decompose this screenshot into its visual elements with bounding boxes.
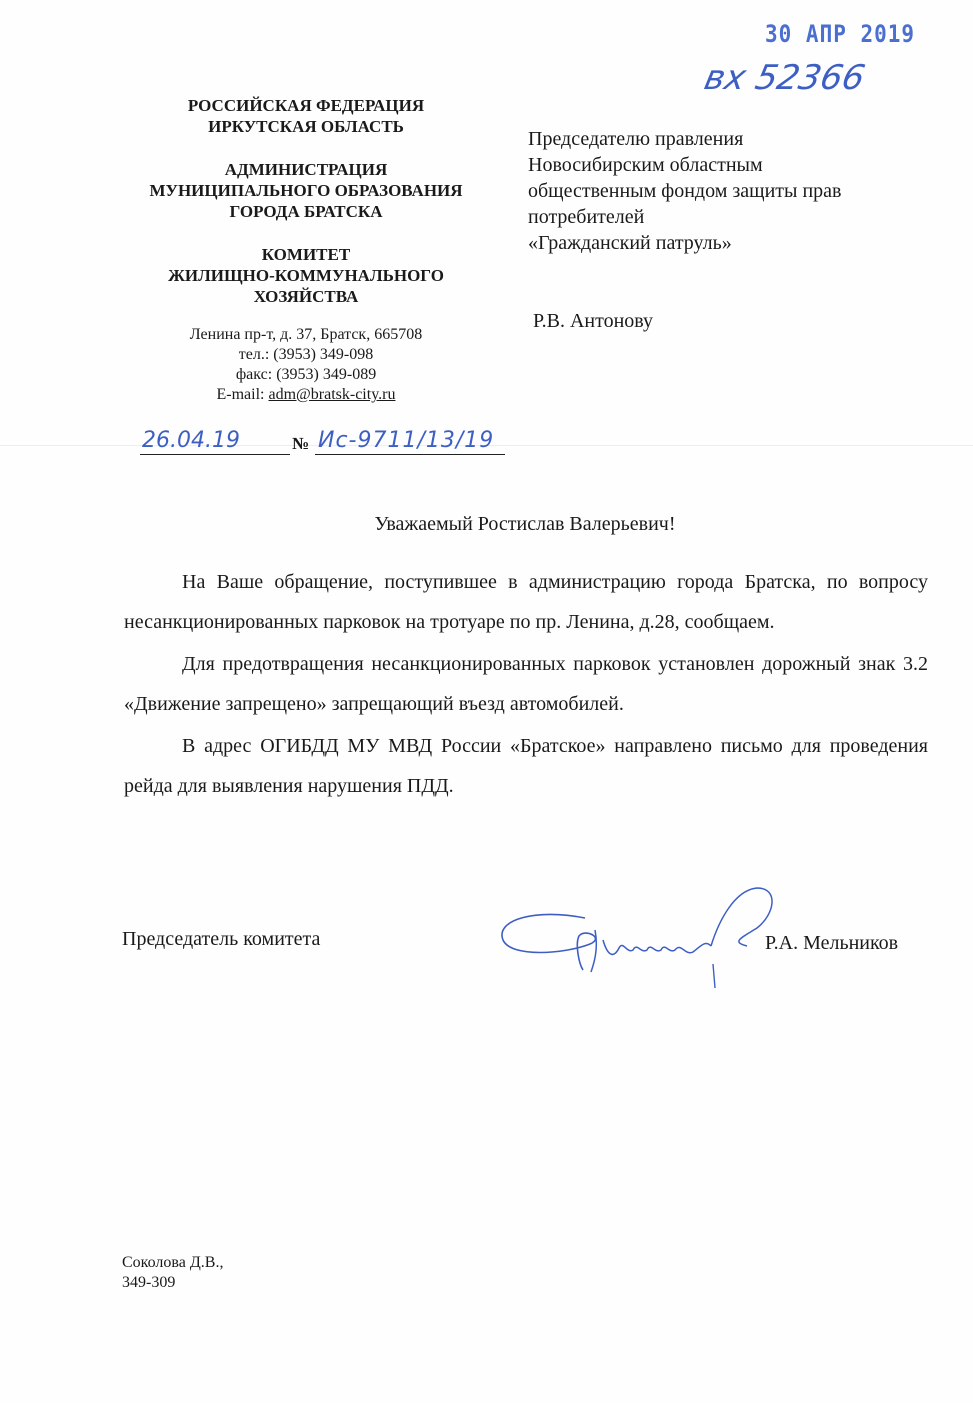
- addressee-line: общественным фондом защиты прав: [528, 180, 842, 202]
- letterhead-line: ХОЗЯЙСТВА: [253, 287, 359, 306]
- sender-address: Ленина пр-т, д. 37, Братск, 665708: [189, 326, 423, 343]
- letterhead-line: АДМИНИСТРАЦИЯ: [224, 160, 388, 179]
- letterhead-line: РОССИЙСКАЯ ФЕДЕРАЦИЯ: [187, 96, 425, 115]
- number-underline: [315, 454, 505, 455]
- addressee-line: потребителей: [528, 206, 645, 228]
- sender-fax: факс: (3953) 349-089: [235, 366, 377, 383]
- body-paragraph: Для предотвращения несанкционированных парковок установлен дорожный знак 3.2 «Движение запрещено» запрещающий въезд автомобилей.: [124, 653, 928, 715]
- sender-email-link[interactable]: adm@bratsk-city.ru: [268, 386, 396, 403]
- recipient-name: Р.В. Антонову: [533, 310, 654, 332]
- letter-body: [124, 562, 928, 808]
- addressee-line: Новосибирским областным: [528, 154, 763, 176]
- executor-phone: 349-309: [122, 1274, 176, 1291]
- sender-contacts: [126, 325, 486, 405]
- signatory-name: Р.А. Мельников: [765, 932, 899, 954]
- date-underline: [140, 454, 290, 455]
- handwritten-signature: [495, 880, 795, 995]
- addressee-line: Председателю правления: [528, 128, 744, 150]
- sender-phone: тел.: (3953) 349-098: [238, 346, 374, 363]
- letterhead-line: ЖИЛИЩНО-КОММУНАЛЬНОГО: [168, 266, 444, 285]
- greeting: Уважаемый Ростислав Валерьевич!: [374, 513, 676, 535]
- sender-letterhead: [126, 95, 486, 405]
- letterhead-line: МУНИЦИПАЛЬНОГО ОБРАЗОВАНИЯ: [149, 181, 463, 200]
- executor-info: [122, 1253, 223, 1293]
- incoming-number-handwritten: вх 52366: [700, 58, 869, 98]
- sender-email-row: [126, 385, 486, 405]
- letterhead-line: КОМИТЕТ: [261, 245, 351, 264]
- executor-name: Соколова Д.В.,: [122, 1254, 224, 1271]
- letterhead-line: ИРКУТСКАЯ ОБЛАСТЬ: [208, 117, 404, 136]
- body-paragraph: На Ваше обращение, поступившее в администрацию города Братска, по вопросу несанкционированных парковок на тротуаре по пр. Ленина, д.28, сообщаем.: [124, 571, 928, 633]
- signatory-role: Председатель комитета: [122, 928, 321, 950]
- outgoing-reference: [140, 428, 510, 460]
- reference-number: Ис-9711/13/19: [318, 428, 495, 453]
- letterhead-line: ГОРОДА БРАТСКА: [229, 202, 383, 221]
- number-sign: №: [292, 434, 310, 453]
- reference-date: 26.04.19: [142, 428, 240, 453]
- email-label: E-mail:: [216, 386, 269, 403]
- body-paragraph: В адрес ОГИБДД МУ МВД России «Братское» направлено письмо для проведения рейда для выявления нарушения ПДД.: [124, 735, 928, 797]
- addressee-block: [528, 126, 928, 256]
- received-date-stamp: 30 АПР 2019: [765, 20, 916, 48]
- addressee-line: «Гражданский патруль»: [528, 232, 732, 254]
